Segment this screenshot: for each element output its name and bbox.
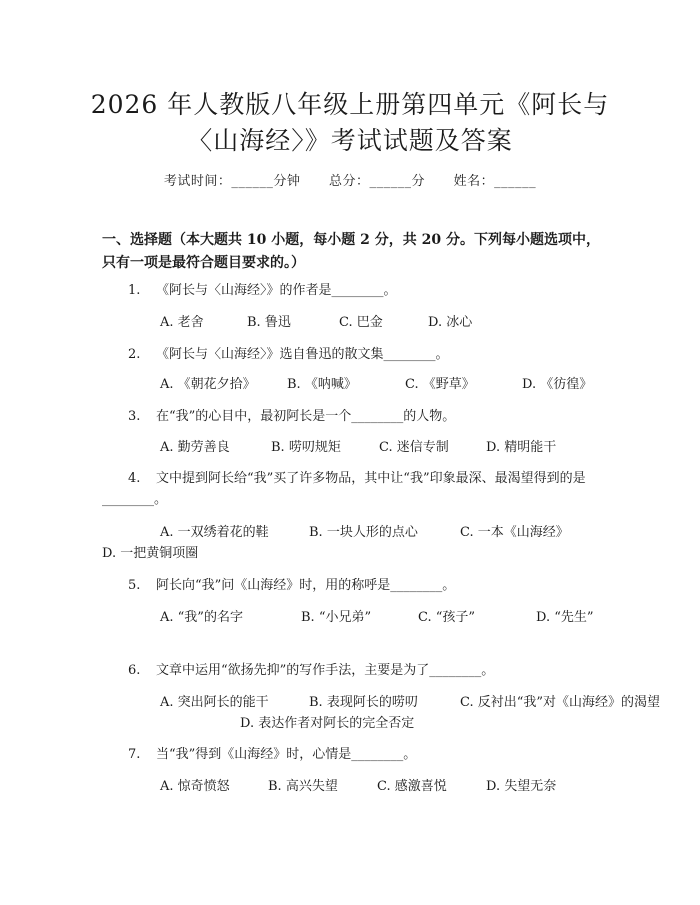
question-7 (102, 744, 602, 765)
option-B[interactable]: B. 唠叨规矩 (271, 440, 341, 455)
option-B[interactable]: B. 一块人形的点心 (309, 525, 418, 540)
question-number: 1. (128, 283, 141, 298)
option-D[interactable]: D. 表达作者对阿长的完全否定 (240, 716, 415, 731)
option-B[interactable]: B. 鲁迅 (247, 315, 291, 330)
question-stem: 当“我”得到《山海经》时，心情是________。 (156, 747, 417, 762)
question-number: 4. (128, 471, 141, 486)
question-3 (102, 406, 602, 427)
exam-info (0, 170, 700, 189)
question-stem: 阿长向“我”问《山海经》时，用的称呼是________。 (156, 578, 456, 593)
option-B[interactable]: B. 高兴失望 (268, 779, 338, 794)
question-5 (102, 575, 602, 596)
question-number: 3. (128, 409, 141, 424)
question-2 (102, 344, 602, 365)
question-6 (102, 660, 602, 681)
question-number: 7. (128, 747, 141, 762)
option-C[interactable]: C. 反衬出“我”对《山海经》的渴望 (460, 695, 661, 710)
option-D[interactable]: D. 失望无奈 (486, 779, 557, 794)
option-C[interactable]: C. 感激喜悦 (377, 779, 447, 794)
option-A[interactable]: A. 《朝花夕拾》 (160, 377, 256, 392)
question-stem: 在“我”的心目中，最初阿长是一个________的人物。 (156, 409, 456, 424)
option-A[interactable]: A. 突出阿长的能干 (160, 695, 269, 710)
option-B[interactable]: B. “小兄弟” (301, 610, 372, 625)
option-C[interactable]: C. 《野草》 (405, 377, 475, 392)
option-C[interactable]: C. 一本《山海经》 (460, 525, 569, 540)
exam-score: 总分：______分 (328, 174, 425, 189)
option-A[interactable]: A. 勤劳善良 (160, 440, 230, 455)
question-4 (102, 468, 602, 510)
option-D[interactable]: D. 一把黄铜项圈 (102, 546, 199, 561)
section-heading: 一、选择题（本大题共 10 小题，每小题 2 分，共 20 分。下列每小题选项中，只有一项是最符合题目要求的。） (102, 232, 600, 271)
question-stem: 文中提到阿长给“我”买了许多物品，其中让“我”印象最深、最渴望得到的是________。 (102, 471, 586, 507)
exam-title-line2: 〈山海经〉》考试试题及答案 (187, 126, 513, 155)
exam-time: 考试时间：______分钟 (163, 174, 301, 189)
question-stem: 文章中运用“欲扬先抑”的写作手法，主要是为了________。 (156, 663, 495, 678)
option-D[interactable]: D. 冰心 (428, 315, 473, 330)
option-B[interactable]: B. 表现阿长的唠叨 (309, 695, 418, 710)
option-D[interactable]: D. “先生” (536, 610, 594, 625)
option-A[interactable]: A. 惊奇愤怒 (160, 779, 230, 794)
question-number: 6. (128, 663, 141, 678)
option-C[interactable]: C. 巴金 (339, 315, 383, 330)
exam-title-line1: 2026 年人教版八年级上册第四单元《阿长与 (90, 90, 610, 119)
option-D[interactable]: D. 精明能干 (486, 440, 557, 455)
option-C[interactable]: C. “孩子” (418, 610, 476, 625)
option-D[interactable]: D. 《彷徨》 (522, 377, 593, 392)
question-number: 5. (128, 578, 141, 593)
question-stem: 《阿长与〈山海经〉》的作者是________。 (156, 283, 397, 298)
exam-name: 姓名：______ (453, 174, 537, 189)
option-A[interactable]: A. 老舍 (160, 315, 204, 330)
option-C[interactable]: C. 迷信专制 (379, 440, 449, 455)
question-1 (102, 280, 602, 301)
option-A[interactable]: A. “我”的名字 (160, 610, 243, 625)
option-B[interactable]: B. 《呐喊》 (287, 377, 357, 392)
question-stem: 《阿长与〈山海经〉》选自鲁迅的散文集________。 (156, 347, 449, 362)
question-number: 2. (128, 347, 141, 362)
option-A[interactable]: A. 一双绣着花的鞋 (160, 525, 269, 540)
